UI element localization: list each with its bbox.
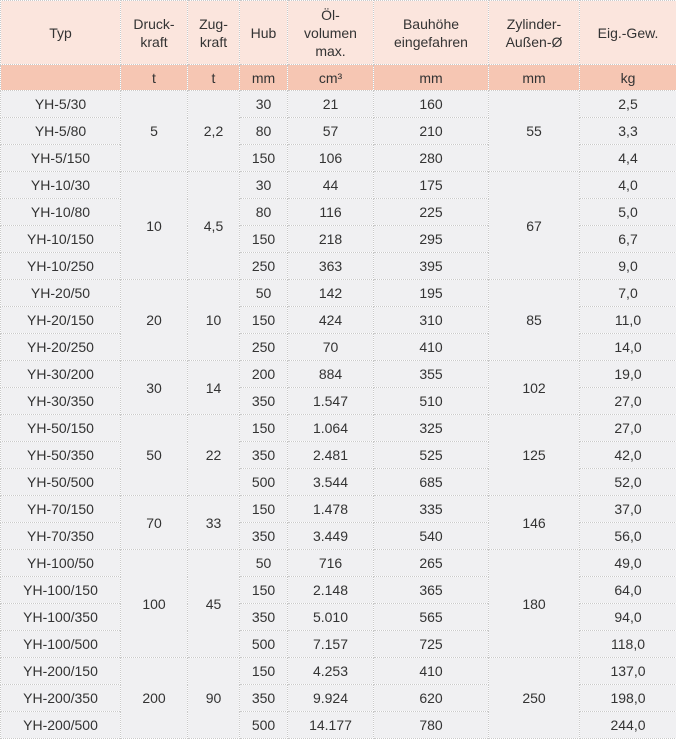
column-header	[1, 1, 121, 65]
column-header	[374, 1, 489, 65]
gewicht-cell: 198,0	[580, 685, 676, 712]
hub-cell: 50	[240, 550, 288, 577]
bauhoehe-cell: 565	[374, 604, 489, 631]
bauhoehe-cell: 265	[374, 550, 489, 577]
hub-cell: 150	[240, 577, 288, 604]
column-header-text: Typ	[49, 24, 72, 41]
oelvolumen-cell: 4.253	[288, 658, 374, 685]
bauhoehe-cell: 395	[374, 253, 489, 280]
table-header	[1, 1, 676, 91]
typ-cell: YH-100/500	[1, 631, 121, 658]
bauhoehe-cell: 160	[374, 91, 489, 118]
bauhoehe-cell: 410	[374, 334, 489, 361]
bauhoehe-cell: 410	[374, 658, 489, 685]
oelvolumen-cell: 14.177	[288, 712, 374, 739]
hub-cell: 50	[240, 280, 288, 307]
gewicht-cell: 37,0	[580, 496, 676, 523]
gewicht-cell: 4,4	[580, 145, 676, 172]
oelvolumen-cell: 1.478	[288, 496, 374, 523]
column-header-text: kraft	[199, 33, 228, 50]
hub-cell: 150	[240, 415, 288, 442]
druckkraft-cell: 100	[121, 550, 188, 658]
zylinder-durchmesser-cell: 85	[489, 280, 580, 361]
hub-cell: 250	[240, 334, 288, 361]
typ-cell: YH-200/150	[1, 658, 121, 685]
gewicht-cell: 27,0	[580, 388, 676, 415]
hub-cell: 30	[240, 91, 288, 118]
bauhoehe-cell: 780	[374, 712, 489, 739]
typ-cell: YH-70/350	[1, 523, 121, 550]
typ-cell: YH-50/500	[1, 469, 121, 496]
gewicht-cell: 19,0	[580, 361, 676, 388]
hub-cell: 250	[240, 253, 288, 280]
oelvolumen-cell: 884	[288, 361, 374, 388]
oelvolumen-cell: 3.449	[288, 523, 374, 550]
gewicht-cell: 56,0	[580, 523, 676, 550]
typ-cell: YH-70/150	[1, 496, 121, 523]
column-header-text: Eig.-Gew.	[597, 24, 659, 41]
bauhoehe-cell: 725	[374, 631, 489, 658]
column-header	[240, 1, 288, 65]
gewicht-cell: 6,7	[580, 226, 676, 253]
typ-cell: YH-5/150	[1, 145, 121, 172]
oelvolumen-cell: 57	[288, 118, 374, 145]
typ-cell: YH-100/50	[1, 550, 121, 577]
column-header-text: Außen-Ø	[505, 33, 563, 50]
table-row	[1, 496, 676, 523]
units-row	[1, 65, 676, 91]
oelvolumen-cell: 142	[288, 280, 374, 307]
typ-cell: YH-10/30	[1, 172, 121, 199]
table-row	[1, 91, 676, 118]
hub-cell: 80	[240, 118, 288, 145]
typ-cell: YH-200/500	[1, 712, 121, 739]
column-header	[288, 1, 374, 65]
column-header-text: max.	[315, 42, 346, 59]
oelvolumen-cell: 70	[288, 334, 374, 361]
druckkraft-cell: 20	[121, 280, 188, 361]
druckkraft-cell: 5	[121, 91, 188, 172]
oelvolumen-cell: 1.064	[288, 415, 374, 442]
hub-cell: 150	[240, 145, 288, 172]
bauhoehe-cell: 510	[374, 388, 489, 415]
zugkraft-cell: 22	[188, 415, 240, 496]
bauhoehe-cell: 175	[374, 172, 489, 199]
zylinder-durchmesser-cell: 125	[489, 415, 580, 496]
hub-cell: 150	[240, 307, 288, 334]
zugkraft-cell: 33	[188, 496, 240, 550]
column-header-text: Zug-	[199, 15, 228, 32]
typ-cell: YH-50/150	[1, 415, 121, 442]
zylinder-durchmesser-cell: 250	[489, 658, 580, 739]
gewicht-cell: 7,0	[580, 280, 676, 307]
table-row	[1, 172, 676, 199]
oelvolumen-cell: 9.924	[288, 685, 374, 712]
hub-cell: 350	[240, 685, 288, 712]
hub-cell: 150	[240, 226, 288, 253]
table-row	[1, 550, 676, 577]
oelvolumen-cell: 424	[288, 307, 374, 334]
typ-cell: YH-20/250	[1, 334, 121, 361]
gewicht-cell: 14,0	[580, 334, 676, 361]
typ-cell: YH-200/350	[1, 685, 121, 712]
hub-cell: 350	[240, 388, 288, 415]
column-header	[580, 1, 676, 65]
hub-cell: 350	[240, 604, 288, 631]
column-header	[121, 1, 188, 65]
bauhoehe-cell: 310	[374, 307, 489, 334]
unit-cell	[1, 65, 121, 91]
table-body	[1, 91, 676, 739]
unit-cell: mm	[240, 65, 288, 91]
typ-cell: YH-10/150	[1, 226, 121, 253]
typ-cell: YH-30/200	[1, 361, 121, 388]
table-row	[1, 658, 676, 685]
zylinder-durchmesser-cell: 55	[489, 91, 580, 172]
column-header-text: Zylinder-	[506, 15, 562, 32]
hub-cell: 30	[240, 172, 288, 199]
column-header-text: Hub	[250, 24, 277, 41]
bauhoehe-cell: 620	[374, 685, 489, 712]
zugkraft-cell: 4,5	[188, 172, 240, 280]
bauhoehe-cell: 280	[374, 145, 489, 172]
zugkraft-cell: 10	[188, 280, 240, 361]
column-header-text: kraft	[140, 33, 168, 50]
column-header	[188, 1, 240, 65]
table-row	[1, 415, 676, 442]
typ-cell: YH-5/30	[1, 91, 121, 118]
unit-cell: t	[188, 65, 240, 91]
zugkraft-cell: 90	[188, 658, 240, 739]
oelvolumen-cell: 2.148	[288, 577, 374, 604]
gewicht-cell: 94,0	[580, 604, 676, 631]
unit-cell: mm	[489, 65, 580, 91]
hub-cell: 500	[240, 712, 288, 739]
zylinder-durchmesser-cell: 67	[489, 172, 580, 280]
bauhoehe-cell: 210	[374, 118, 489, 145]
column-header-text: Bauhöhe	[402, 15, 460, 32]
oelvolumen-cell: 21	[288, 91, 374, 118]
oelvolumen-cell: 44	[288, 172, 374, 199]
bauhoehe-cell: 540	[374, 523, 489, 550]
druckkraft-cell: 50	[121, 415, 188, 496]
zylinder-durchmesser-cell: 180	[489, 550, 580, 658]
hub-cell: 500	[240, 469, 288, 496]
hub-cell: 350	[240, 523, 288, 550]
gewicht-cell: 52,0	[580, 469, 676, 496]
bauhoehe-cell: 295	[374, 226, 489, 253]
hub-cell: 500	[240, 631, 288, 658]
gewicht-cell: 42,0	[580, 442, 676, 469]
typ-cell: YH-20/50	[1, 280, 121, 307]
bauhoehe-cell: 335	[374, 496, 489, 523]
gewicht-cell: 27,0	[580, 415, 676, 442]
typ-cell: YH-100/150	[1, 577, 121, 604]
oelvolumen-cell: 7.157	[288, 631, 374, 658]
typ-cell: YH-50/350	[1, 442, 121, 469]
unit-cell: mm	[374, 65, 489, 91]
bauhoehe-cell: 225	[374, 199, 489, 226]
unit-cell: t	[121, 65, 188, 91]
gewicht-cell: 244,0	[580, 712, 676, 739]
typ-cell: YH-100/350	[1, 604, 121, 631]
gewicht-cell: 2,5	[580, 91, 676, 118]
hub-cell: 150	[240, 658, 288, 685]
gewicht-cell: 49,0	[580, 550, 676, 577]
bauhoehe-cell: 195	[374, 280, 489, 307]
table-row	[1, 361, 676, 388]
bauhoehe-cell: 365	[374, 577, 489, 604]
gewicht-cell: 9,0	[580, 253, 676, 280]
typ-cell: YH-10/80	[1, 199, 121, 226]
gewicht-cell: 137,0	[580, 658, 676, 685]
bauhoehe-cell: 355	[374, 361, 489, 388]
druckkraft-cell: 30	[121, 361, 188, 415]
unit-cell: cm³	[288, 65, 374, 91]
oelvolumen-cell: 716	[288, 550, 374, 577]
druckkraft-cell: 70	[121, 496, 188, 550]
column-header-text: volumen	[304, 24, 357, 41]
gewicht-cell: 11,0	[580, 307, 676, 334]
hub-cell: 80	[240, 199, 288, 226]
zylinder-durchmesser-cell: 102	[489, 361, 580, 415]
column-header-text: eingefahren	[394, 33, 468, 50]
column-header	[489, 1, 580, 65]
oelvolumen-cell: 106	[288, 145, 374, 172]
hub-cell: 350	[240, 442, 288, 469]
hub-cell: 200	[240, 361, 288, 388]
oelvolumen-cell: 1.547	[288, 388, 374, 415]
bauhoehe-cell: 525	[374, 442, 489, 469]
gewicht-cell: 64,0	[580, 577, 676, 604]
typ-cell: YH-20/150	[1, 307, 121, 334]
druckkraft-cell: 200	[121, 658, 188, 739]
gewicht-cell: 4,0	[580, 172, 676, 199]
column-header-text: Öl-	[321, 6, 340, 23]
typ-cell: YH-5/80	[1, 118, 121, 145]
typ-cell: YH-10/250	[1, 253, 121, 280]
zugkraft-cell: 45	[188, 550, 240, 658]
hub-cell: 150	[240, 496, 288, 523]
bauhoehe-cell: 325	[374, 415, 489, 442]
zylinder-durchmesser-cell: 146	[489, 496, 580, 550]
bauhoehe-cell: 685	[374, 469, 489, 496]
oelvolumen-cell: 363	[288, 253, 374, 280]
oelvolumen-cell: 3.544	[288, 469, 374, 496]
column-header-text: Druck-	[133, 15, 175, 32]
oelvolumen-cell: 5.010	[288, 604, 374, 631]
oelvolumen-cell: 218	[288, 226, 374, 253]
gewicht-cell: 3,3	[580, 118, 676, 145]
table-row	[1, 280, 676, 307]
gewicht-cell: 5,0	[580, 199, 676, 226]
header-row	[1, 1, 676, 65]
oelvolumen-cell: 2.481	[288, 442, 374, 469]
zugkraft-cell: 14	[188, 361, 240, 415]
typ-cell: YH-30/350	[1, 388, 121, 415]
unit-cell: kg	[580, 65, 676, 91]
zugkraft-cell: 2,2	[188, 91, 240, 172]
gewicht-cell: 118,0	[580, 631, 676, 658]
oelvolumen-cell: 116	[288, 199, 374, 226]
druckkraft-cell: 10	[121, 172, 188, 280]
